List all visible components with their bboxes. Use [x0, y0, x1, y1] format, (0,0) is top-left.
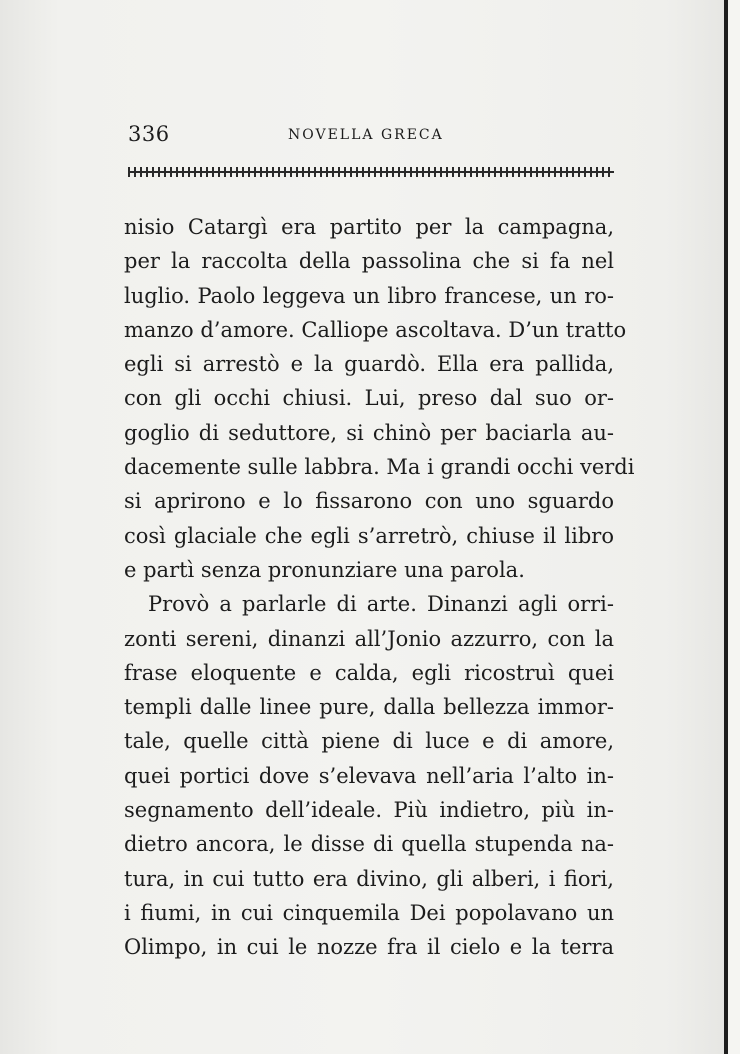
text-line: templi dalle linee pure, dalla bellezza immor-: [124, 695, 614, 720]
running-title: NOVELLA GRECA: [288, 127, 444, 143]
text-line: si aprirono e lo fissarono con uno sguardo: [124, 489, 614, 514]
text-line: dietro ancora, le disse di quella stupenda na-: [124, 832, 614, 857]
text-line: luglio. Paolo leggeva un libro francese, un ro-: [124, 283, 614, 308]
text-line: zonti sereni, dinanzi all’Jonio azzurro, con la: [124, 626, 614, 651]
page-header: [128, 122, 616, 152]
text-line: tura, in cui tutto era divino, gli alberi, i fiori,: [124, 866, 614, 891]
text-line: e partì senza pronunziare una parola.: [124, 557, 525, 582]
text-line: frase eloquente e calda, egli ricostruì quei: [124, 660, 614, 685]
text-line: goglio di seduttore, si chinò per baciarla au-: [124, 420, 614, 445]
ornamental-rule: [128, 166, 614, 178]
text-line: per la raccolta della passolina che si fa nel: [124, 249, 614, 274]
text-line: segnamento dell’ideale. Più indietro, più in-: [124, 798, 614, 823]
text-line: così glaciale che egli s’arretrò, chiuse il libro: [124, 523, 614, 548]
page-margin-right: [728, 0, 740, 1054]
text-line: Olimpo, in cui le nozze fra il cielo e la terra: [124, 935, 614, 960]
text-line: nisio Catargì era partito per la campagna,: [124, 215, 614, 239]
binding-edge-line: [724, 0, 728, 1054]
text-line: quei portici dove s’elevava nell’aria l’alto in-: [124, 763, 614, 788]
text-line: manzo d’amore. Calliope ascoltava. D’un tratto: [124, 317, 627, 342]
page-number: 336: [128, 122, 170, 146]
text-line: egli si arrestò e la guardò. Ella era pallida,: [124, 352, 614, 377]
text-line: tale, quelle città piene di luce e di amore,: [124, 729, 614, 754]
text-line: Provò a parlarle di arte. Dinanzi agli orri-: [148, 592, 614, 617]
text-line: con gli occhi chiusi. Lui, preso dal suo or-: [124, 386, 614, 411]
text-line: dacemente sulle labbra. Ma i grandi occhi verdi: [124, 455, 635, 480]
body-text: [124, 210, 635, 965]
text-line: i fiumi, in cui cinquemila Dei popolavano un: [124, 900, 614, 925]
